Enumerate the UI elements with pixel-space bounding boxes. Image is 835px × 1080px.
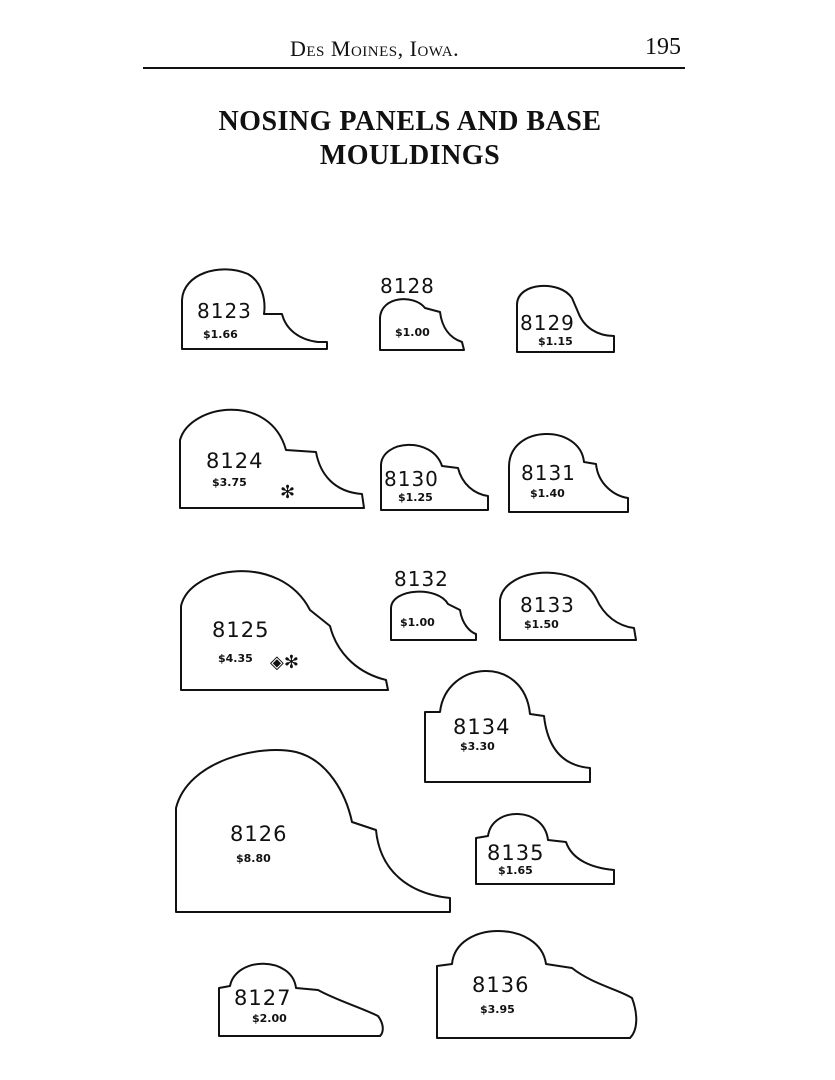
moulding-8133-number: 8133 <box>520 593 575 617</box>
moulding-8126-price: $8.80 <box>236 852 271 865</box>
running-header-city: Des Moines, Iowa. <box>290 36 460 61</box>
moulding-8123-price: $1.66 <box>203 328 238 341</box>
moulding-8128-profile <box>380 299 464 350</box>
moulding-8133-price: $1.50 <box>524 618 559 631</box>
moulding-8130-price: $1.25 <box>398 491 433 504</box>
moulding-8135-number: 8135 <box>487 841 545 865</box>
moulding-8123-number: 8123 <box>197 299 252 323</box>
moulding-8131-number: 8131 <box>521 461 576 485</box>
moulding-8126-profile <box>176 750 450 912</box>
moulding-8133 <box>500 573 636 640</box>
moulding-8135 <box>476 814 614 884</box>
moulding-8136-price: $3.95 <box>480 1003 515 1016</box>
moulding-8135-price: $1.65 <box>498 864 533 877</box>
moulding-8134-price: $3.30 <box>460 740 495 753</box>
moulding-8136-number: 8136 <box>472 973 530 997</box>
moulding-8128-number: 8128 <box>380 274 435 298</box>
moulding-8136 <box>437 931 636 1038</box>
moulding-8124-price: $3.75 <box>212 476 247 489</box>
moulding-8130-number: 8130 <box>384 467 439 491</box>
moulding-8132-number: 8132 <box>394 567 449 591</box>
moulding-8126-number: 8126 <box>230 822 288 846</box>
moulding-8130 <box>381 445 488 510</box>
page-title-line-2: MOULDINGS <box>319 140 501 171</box>
moulding-8128 <box>380 274 464 350</box>
moulding-8136-profile <box>437 931 636 1038</box>
page-title-line-1: NOSING PANELS AND BASE <box>218 106 602 137</box>
moulding-8128-price: $1.00 <box>395 326 430 339</box>
moulding-8131 <box>509 434 628 512</box>
moulding-8125-number: 8125 <box>212 618 270 642</box>
moulding-8127-price: $2.00 <box>252 1012 287 1025</box>
moulding-8124-number: 8124 <box>206 449 264 473</box>
moulding-8124-mark: ✻ <box>280 482 296 503</box>
moulding-8129-price: $1.15 <box>538 335 573 348</box>
moulding-8134-number: 8134 <box>453 715 511 739</box>
moulding-8132 <box>391 567 476 640</box>
moulding-8125-mark: ◈✻ <box>270 652 299 673</box>
moulding-8124 <box>180 410 364 508</box>
page-number: 195 <box>645 34 681 60</box>
moulding-8134 <box>425 671 590 782</box>
moulding-8125 <box>181 571 388 690</box>
moulding-8126 <box>176 750 450 912</box>
moulding-8131-price: $1.40 <box>530 487 565 500</box>
moulding-8127-number: 8127 <box>234 986 292 1010</box>
moulding-8125-price: $4.35 <box>218 652 253 665</box>
moulding-8129-number: 8129 <box>520 311 575 335</box>
moulding-8132-price: $1.00 <box>400 616 435 629</box>
moulding-8129 <box>517 286 614 352</box>
moulding-8123 <box>182 269 327 349</box>
moulding-8127 <box>219 964 383 1036</box>
